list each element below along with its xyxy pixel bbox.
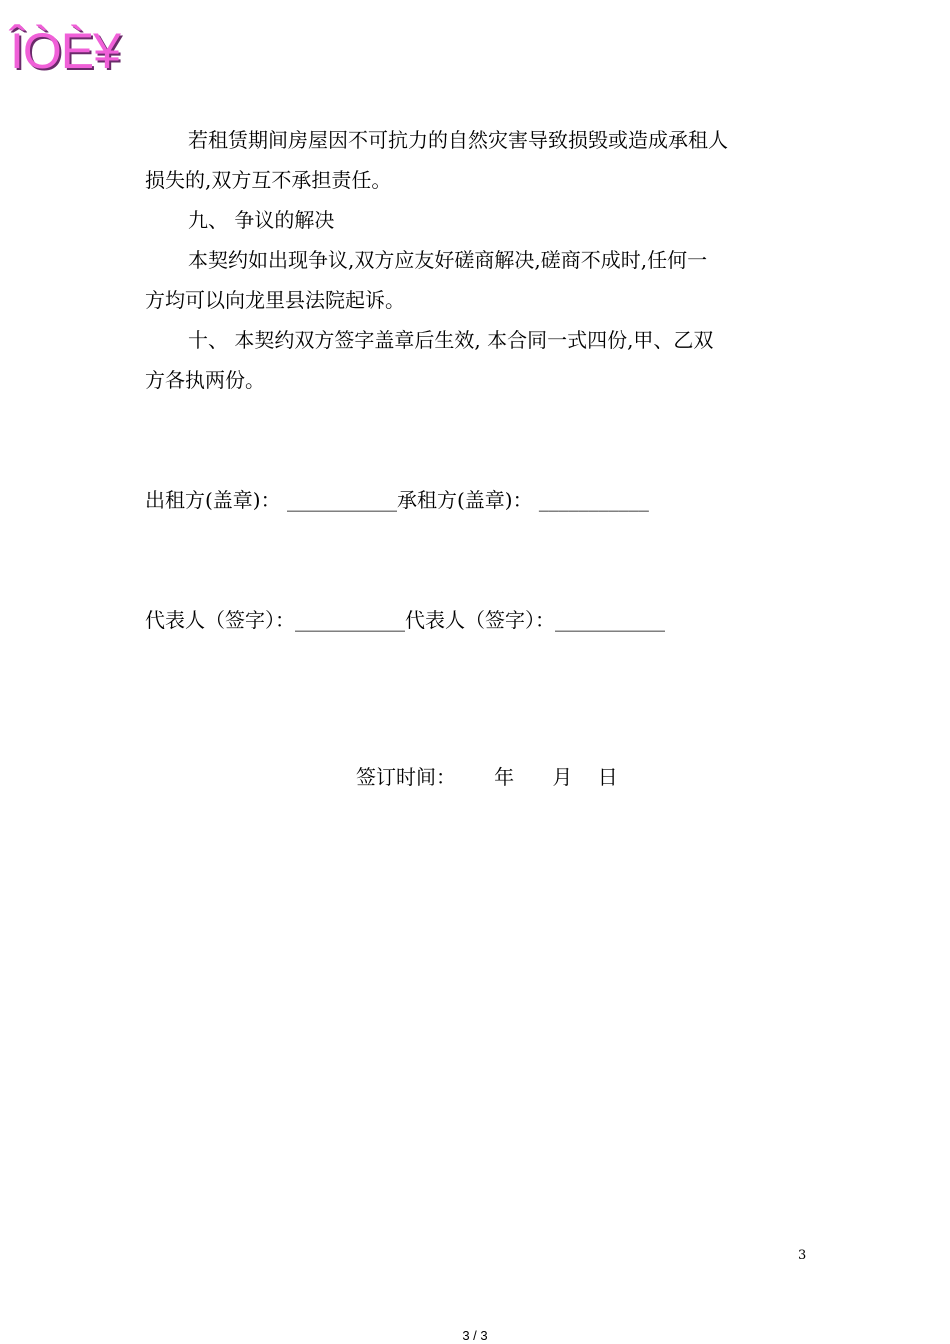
signing-day: 日 — [597, 765, 618, 789]
lessee-seal-label: 承租方(盖章)： — [396, 488, 533, 512]
lessee-seal-blank: ___________ — [532, 488, 649, 512]
paragraph-line: 十、 本契约双方签字盖章后生效, 本合同一式四份,甲、乙双 — [188, 328, 714, 352]
clause-force-majeure — [145, 120, 825, 200]
signing-date-label: 签订时间： — [356, 765, 456, 789]
lessor-seal-blank: ___________ — [280, 488, 397, 512]
representative-signature-row — [145, 605, 665, 635]
signing-date-line — [356, 762, 618, 792]
section-heading: 九、 争议的解决 — [188, 208, 335, 232]
paragraph-line: 本契约如出现争议,双方应友好磋商解决,磋商不成时,任何一 — [188, 248, 708, 272]
party-seal-row — [145, 485, 649, 515]
paragraph-line: 方均可以向龙里县法院起诉。 — [145, 288, 405, 312]
paragraph-line: 若租赁期间房屋因不可抗力的自然灾害导致损毁或造成承租人 — [188, 128, 728, 152]
lessor-rep-blank: ___________ — [295, 608, 405, 632]
page-number: 3 — [798, 1248, 807, 1263]
section-9-heading-block — [145, 200, 825, 240]
lessor-seal-label: 出租方(盖章)： — [145, 488, 281, 512]
paragraph-line: 方各执两份。 — [145, 368, 265, 392]
logo-text: ÎÒÈ¥ — [10, 23, 120, 79]
lessee-rep-label: 代表人（签字）： — [405, 608, 555, 632]
clause-dispute-resolution — [145, 240, 825, 320]
section-10-clause — [145, 320, 825, 400]
signing-year: 年 — [494, 765, 515, 789]
lessee-rep-blank: ___________ — [555, 608, 665, 632]
paragraph-line: 损失的,双方互不承担责任。 — [145, 168, 392, 192]
page-count-indicator: 3 / 3 — [462, 1328, 488, 1343]
signing-month: 月 — [552, 765, 573, 789]
lessor-rep-label: 代表人（签字）： — [145, 608, 295, 632]
